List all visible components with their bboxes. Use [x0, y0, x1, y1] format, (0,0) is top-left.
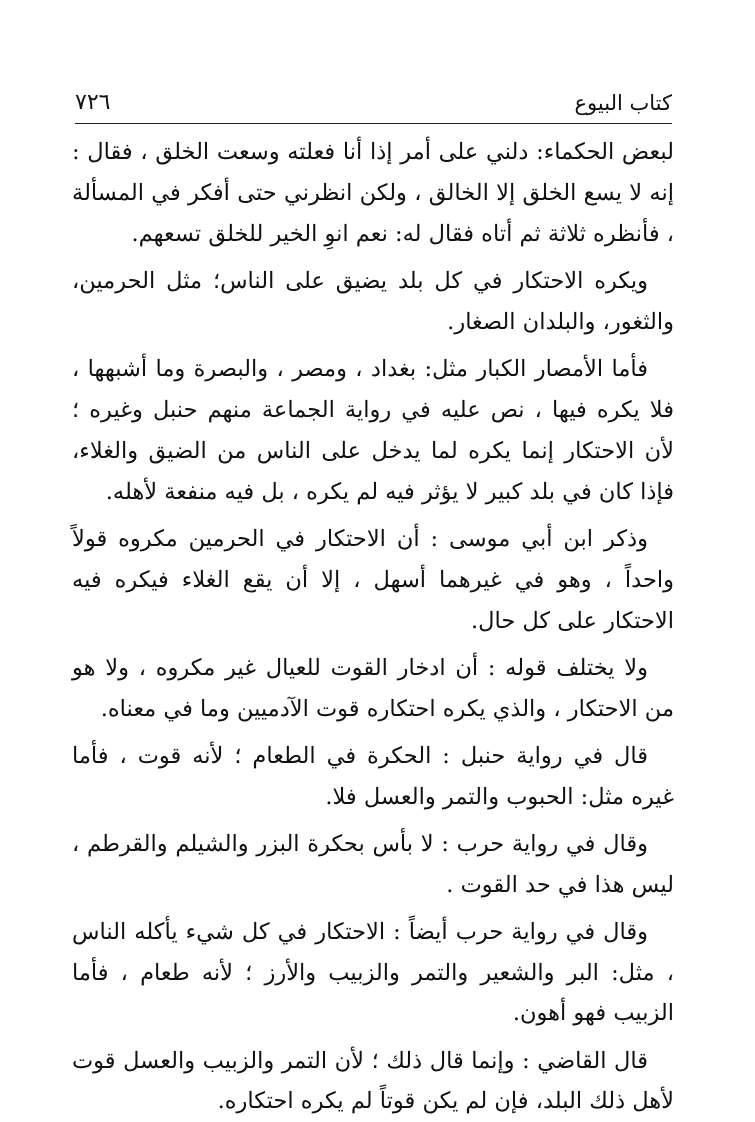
paragraph-3: فأما الأمصار الكبار مثل: بغداد ، ومصر ، والبصرة وما أشبهها ، فلا يكره فيها ، نص عليه في رواية الجماعة منهم حنبل وغيره ؛ لأن الاحتكار إنما يكره لما يدخل على الناس من الضيق والغلاء، فإذا كان في بلد كبير لا يؤثر فيه لم يكره ، بل فيه منفعة لأهله. — [72, 355, 674, 505]
paragraph-5: ولا يختلف قوله : أن ادخار القوت للعيال غير مكروه ، ولا هو من الاحتكار ، والذي يكره احتكاره قوت الآدميين وما في معناه. — [72, 654, 674, 722]
paragraph-7: وقال في رواية حرب : لا بأس بحكرة البزر والشيلم والقرطم ، ليس هذا في حد القوت . — [72, 830, 674, 898]
page-number: ٧٢٦ — [75, 90, 111, 115]
page-header — [75, 88, 672, 122]
paragraph-8: وقال في رواية حرب أيضاً : الاحتكار في كل شيء يأكله الناس ، مثل: البر والشعير والتمر والزبيب والأرز ؛ لأنه طعام ، فأما الزبيب فهو أهون. — [72, 918, 674, 1027]
paragraph-1: لبعض الحكماء: دلني على أمر إذا أنا فعلته وسعت الخلق ، فقال : إنه لا يسع الخلق إلا الخالق ، ولكن انظرني حتى أفكر في المسألة ، فأنظره ثلاثة ثم أتاه فقال له: نعم انوِ الخير للخلق تسعهم. — [72, 139, 674, 247]
page-body — [72, 132, 674, 1122]
paragraph-4: وذكر ابن أبي موسى : أن الاحتكار في الحرمين مكروه قولاً واحداً ، وهو في غيرهما أسهل ، إلا أن يقع الغلاء فيكره فيه الاحتكار على كل حال. — [72, 525, 674, 634]
paragraph-9: قال القاضي : وإنما قال ذلك ؛ لأن التمر والزبيب والعسل قوت لأهل ذلك البلد، فإن لم يكن قوتاً لم يكره احتكاره. — [72, 1047, 674, 1115]
header-divider — [75, 123, 672, 124]
paragraph-6: قال في رواية حنبل : الحكرة في الطعام ؛ لأنه قوت ، فأما غيره مثل: الحبوب والتمر والعسل فلا. — [72, 742, 674, 810]
paragraph-2: ويكره الاحتكار في كل بلد يضيق على الناس؛ مثل الحرمين، والثغور، والبلدان الصغار. — [72, 267, 674, 335]
running-title: كتاب البيوع — [574, 91, 672, 115]
